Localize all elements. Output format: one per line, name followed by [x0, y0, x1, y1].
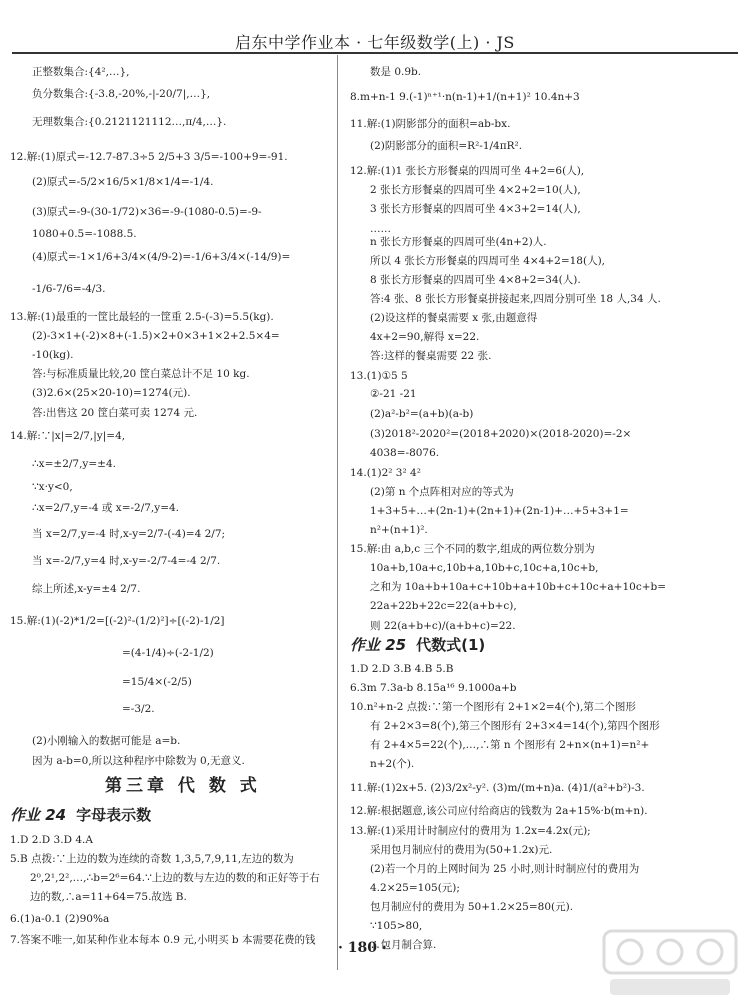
answer-line: 15.解:(1)(-2)*1/2=[(-2)²-(1/2)²]÷[(-2)-1/2] [10, 615, 225, 627]
answer-line: 答:出售这 20 筐白菜可卖 1274 元. [32, 407, 198, 419]
answer-line: 当 x=-2/7,y=4 时,x-y=-2/7-4=-4 2/7. [32, 555, 221, 567]
answer-line: n+2(个). [370, 758, 415, 770]
answer-line: 8.m+n-1 9.(-1)ⁿ⁺¹·n(n-1)+1/(n+1)² 10.4n+3 [350, 91, 580, 103]
header-rule [12, 52, 738, 54]
answer-line: (2)阴影部分的面积=R²-1/4πR². [370, 140, 523, 152]
answer-line: =-3/2. [122, 703, 155, 715]
answer-line: n²+(n+1)². [370, 524, 428, 536]
answer-line: 负分数集合:{-3.8,-20%,-|-20/7|,…}, [32, 88, 211, 100]
answer-line: 因为 a-b=0,所以这种程序中除数为 0,无意义. [32, 755, 245, 767]
answer-line: (2)设这样的餐桌需要 x 张,由题意得 [370, 312, 538, 324]
header-title: 启东中学作业本 · 七年级数学(上) · JS [235, 33, 515, 52]
answer-line: 10.n²+n-2 点拨:∵第一个图形有 2+1×2=4(个),第二个图形 [350, 701, 636, 713]
answer-line: ∴x=±2/7,y=±4. [32, 458, 116, 470]
answer-line: 当 x=2/7,y=-4 时,x-y=2/7-(-4)=4 2/7; [32, 528, 226, 540]
answer-line: 则 22(a+b+c)/(a+b+c)=22. [370, 620, 516, 632]
answer-line: 7.答案不唯一,如某种作业本每本 0.9 元,小明买 b 本需要花费的钱 [10, 934, 316, 946]
answer-line: 22a+22b+22c=22(a+b+c), [370, 600, 517, 612]
answer-line: 答:4 张、8 张长方形餐桌拼接起来,四周分别可坐 18 人,34 人. [370, 293, 661, 305]
answer-line: 综上所述,x-y=±4 2/7. [32, 583, 141, 595]
answer-line: 3 张长方形餐桌的四周可坐 4×3+2=14(人), [370, 203, 581, 215]
answer-line: 1+3+5+…+(2n-1)+(2n+1)+(2n-1)+…+5+3+1= [370, 505, 629, 517]
answer-line: 5.B 点拨:∵上边的数为连续的奇数 1,3,5,7,9,11,左边的数为 [10, 853, 294, 865]
answer-line: 13.解:(1)采用计时制应付的费用为 1.2x=4.2x(元); [350, 825, 591, 837]
answer-line: 答:与标准质量比较,20 筐白菜总计不足 10 kg. [32, 368, 250, 380]
answer-line: 6.(1)a-0.1 (2)90%a [10, 913, 110, 925]
answer-line: 包月制应付的费用为 50+1.2×25=80(元). [370, 901, 574, 913]
answer-line: 所以 4 张长方形餐桌的四周可坐 4×4+2=18(人), [370, 255, 606, 267]
answer-line: 2⁰,2¹,2²,…,∴b=2⁶=64.∵上边的数与左边的数的和正好等于右 [30, 872, 320, 884]
answer-line: (4)原式=-1×1/6+3/4×(4/9-2)=-1/6+3/4×(-14/9)= [32, 251, 291, 263]
page-number: · 180 · [338, 940, 387, 956]
answer-line: 无理数集合:{0.2121121112…,π/4,…}. [32, 116, 227, 128]
answer-line: 1080+0.5=-1088.5. [32, 228, 137, 240]
answer-line: 11.解:(1)阴影部分的面积=ab-bx. [350, 118, 511, 130]
answer-line: 采用包月制应付的费用为(50+1.2x)元. [370, 844, 553, 856]
answer-line: n 张长方形餐桌的四周可坐(4n+2)人. [370, 236, 547, 248]
answer-line: 12.解:(1)原式=-12.7-87.3÷5 2/5+3 3/5=-100+9=-91. [10, 151, 288, 163]
answer-line: (3)2018²-2020²=(2018+2020)×(2018-2020)=-2× [370, 428, 632, 440]
answer-line: 1.D 2.D 3.D 4.A [10, 834, 93, 846]
homework-24-heading [10, 806, 151, 825]
homework-25-name: 代数式(1) [416, 636, 486, 654]
homework-25-heading [350, 636, 485, 655]
answer-line: -10(kg). [32, 349, 74, 361]
answer-line: (2)-3×1+(-2)×8+(-1.5)×2+0×3+1×2+2.5×4= [32, 330, 280, 342]
answer-line: 12.解:根据题意,该公司应付给商店的钱数为 2a+15%·b(m+n). [350, 805, 648, 817]
answer-line: ②-21 -21 [370, 388, 417, 400]
answer-line: (2)a²-b²=(a+b)(a-b) [370, 408, 474, 420]
answer-line: 13.(1)①5 5 [350, 370, 408, 382]
homework-24-name: 字母表示数 [76, 806, 152, 824]
answer-line: 之和为 10a+b+10a+c+10b+a+10b+c+10c+a+10c+b= [370, 581, 667, 593]
answer-line: 12.解:(1)1 张长方形餐桌的四周可坐 4+2=6(人), [350, 165, 585, 177]
answer-line: 边的数,∴a=11+64=75.故选 B. [30, 891, 187, 903]
answer-line: 4.2×25=105(元); [370, 882, 460, 894]
answer-line: 14.解:∵|x|=2/7,|y|=4, [10, 430, 126, 442]
answer-line: 数是 0.9b. [370, 66, 422, 78]
answer-line: (3)原式=-9-(30-1/72)×36=-9-(1080-0.5)=-9- [32, 206, 262, 218]
page-header [0, 0, 750, 52]
answer-line: 有 2+4×5=22(个),…,∴第 n 个图形有 2+n×(n+1)=n²+ [370, 739, 650, 751]
answer-line: 1.D 2.D 3.B 4.B 5.B [350, 663, 454, 675]
answer-line: 10a+b,10a+c,10b+a,10b+c,10c+a,10c+b, [370, 562, 599, 574]
answer-line: 6.3m 7.3a-b 8.15a¹⁶ 9.1000a+b [350, 682, 517, 694]
answer-line: =(4-1/4)÷(-2-1/2) [122, 647, 214, 659]
answer-line: (2)原式=-5/2×16/5×1/8×1/4=-1/4. [32, 176, 214, 188]
answer-line: ∵105>80, [370, 920, 423, 932]
answer-line: 正整数集合:{4²,…}, [32, 66, 130, 78]
answer-line: =15/4×(-2/5) [122, 676, 192, 688]
answer-line: 4038=-8076. [370, 447, 440, 459]
chapter-title: 第三章 代 数 式 [105, 776, 261, 796]
answer-line: …… [370, 223, 391, 235]
answer-line: (2)若一个月的上网时间为 25 小时,则计时制应付的费用为 [370, 863, 640, 875]
homework-25-label: 作业 25 [350, 636, 407, 654]
watermark-logo-icon [600, 925, 740, 1000]
answer-line: ∴包月制合算. [370, 939, 437, 951]
answer-line: 2 张长方形餐桌的四周可坐 4×2+2=10(人), [370, 184, 581, 196]
answer-line: 14.(1)2² 3² 4² [350, 467, 421, 479]
answer-line: 11.解:(1)2x+5. (2)3/2x²-y². (3)m/(m+n)a. (4)1/(a²+b²)-3. [350, 782, 645, 794]
answer-line: -1/6-7/6=-4/3. [32, 283, 106, 295]
answer-line: 4x+2=90,解得 x=22. [370, 331, 480, 343]
answer-line: ∴x=2/7,y=-4 或 x=-2/7,y=4. [32, 502, 180, 514]
column-divider [337, 55, 338, 970]
answer-line: 答:这样的餐桌需要 22 张. [370, 350, 492, 362]
answer-line: (2)第 n 个点阵相对应的等式为 [370, 486, 514, 498]
answer-line: 有 2+2×3=8(个),第三个图形有 2+3×4=14(个),第四个图形 [370, 720, 660, 732]
answer-line: 15.解:由 a,b,c 三个不同的数字,组成的两位数分别为 [350, 543, 595, 555]
answer-line: 13.解:(1)最重的一筐比最轻的一筐重 2.5-(-3)=5.5(kg). [10, 311, 274, 323]
answer-line: (3)2.6×(25×20-10)=1274(元). [32, 387, 191, 399]
homework-24-label: 作业 24 [10, 806, 67, 824]
answer-line: ∵x·y<0, [32, 481, 73, 493]
answer-line: 8 张长方形餐桌的四周可坐 4×8+2=34(人). [370, 274, 581, 286]
answer-line: (2)小刚输入的数据可能是 a=b. [32, 735, 181, 747]
